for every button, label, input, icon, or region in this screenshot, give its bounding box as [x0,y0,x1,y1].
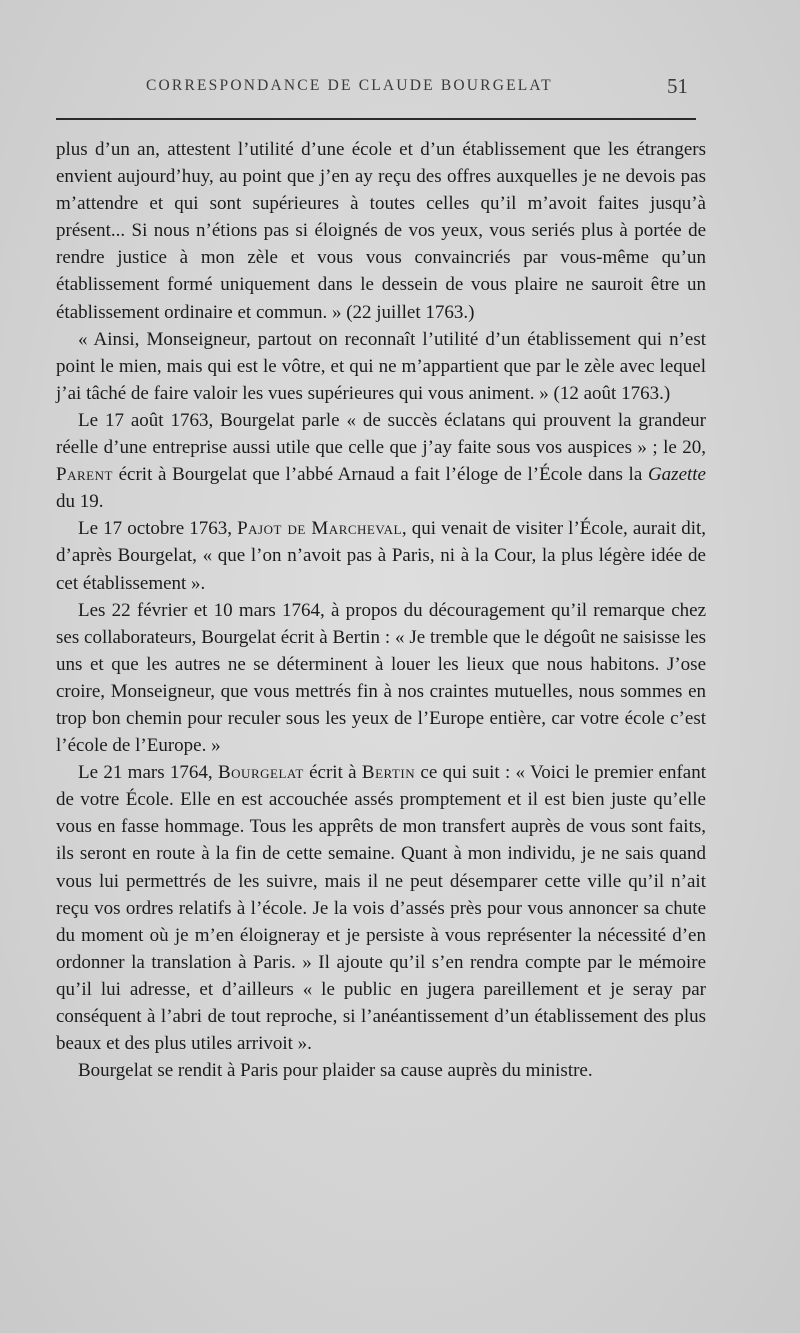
paragraph-4-text-a: Le 17 octobre 1763, [78,518,238,540]
body-text [56,136,706,1084]
person-name-parent: Parent [56,464,113,486]
person-name-pajot: Pajot de Marcheval [237,518,402,540]
header-rule [56,118,696,120]
paragraph-6 [56,759,706,1057]
person-name-bertin: Bertin [361,762,416,784]
running-title: CORRESPONDANCE DE CLAUDE BOURGELAT [146,77,553,94]
paragraph-3-text-b: écrit à Bourgelat que l’abbé Arnaud a fait l’éloge de l’École dans la [112,464,648,486]
paragraph-4 [56,515,706,596]
paragraph-1: plus d’un an, attestent l’utilité d’une école et d’un établissement que les étrangers envient aujourd’huy, au point que j’en ay reçu des offres auxquelles je ne devois pas m’attendre et qui sont supérieures à toutes celles qu’il m’avoit faites jusqu’à présent... Si nous n’étions pas si éloignés de vos yeux, vous seriés plus à portée de rendre justice à mon zèle et vous vous convaincriés par vous-même qu’un établissement formé uniquement dans le dessein de vous plaire ne sauroit être un établissement ordinaire et commun. » (22 juillet 1763.) [56,139,706,323]
paragraph-6-text-a: Le 21 mars 1764, [78,762,218,784]
gazette-title: Gazette [647,464,706,486]
paragraph-3 [56,407,706,515]
paragraph-6-text-b: écrit à [303,762,362,784]
running-header [56,74,696,100]
person-name-bourgelat: Bourgelat [218,762,304,784]
paragraph-3-text-a: Le 17 août 1763, Bourgelat parle « de succès éclatans qui prouvent la grandeur réelle d’une entreprise aussi utile que celle que j’ay faite sous vos auspices » ; le 20, [56,409,706,459]
paragraph-5: Les 22 février et 10 mars 1764, à propos du découragement qu’il remarque chez ses collaborateurs, Bourgelat écrit à Bertin : « Je tremble que le dégoût ne saisisse les uns et que les autres ne se déterminent à louer les lieux que nous habitons. J’ose croire, Monseigneur, que vous mettrés fin à nos craintes mutuelles, nous sommes en trop bon chemin pour reculer sous les yeux de l’Europe entière, car votre école c’est l’école de l’Europe. » [56,599,706,757]
paragraph-4-text-b: , qui venait de visiter l’École, aurait dit, d’après Bourgelat, « que l’on n’avoit pas à Paris, ni à la Cour, la plus légère idée de cet établissement ». [56,518,706,594]
page-number: 51 [667,74,688,98]
paragraph-3-text-c: du 19. [56,491,104,513]
paragraph-2: « Ainsi, Monseigneur, partout on reconnaît l’utilité d’un établissement qui n’est point le mien, mais qui est le vôtre, et qui ne m’appartient que par le zèle avec lequel j’ai tâché de faire valoir les vues supérieures qui vous animent. » (12 août 1763.) [56,328,706,404]
paragraph-6-text-c: ce qui suit : « Voici le premier enfant de votre École. Elle en est accouchée assés promptement et il est bien juste qu’elle vous en fasse hommage. Tous les apprêts de mon transfert auprès de vous sont faits, ils seront en route à la fin de cette semaine. Quant à mon individu, je ne sais quand vous lui permettrés de les suivre, mais il ne peut désemparer cette ville qu’il n’ait reçu vos ordres relatifs à l’école. Je la vois d’assés près pour vous annoncer sa chute du moment où je m’en éloigneray et je persiste à vous représenter la nécessité d’en ordonner la translation à Paris. » Il ajoute qu’il s’en rendra compte par le mémoire qu’il lui adresse, et d’ailleurs « le public en jugera pareillement et je seray par conséquent à l’abri de tout reproche, si l’anéantissement d’un établissement des plus beaux et des plus utiles arrivoit ». [56,762,706,1055]
paragraph-7: Bourgelat se rendit à Paris pour plaider sa cause auprès du ministre. [78,1060,593,1082]
